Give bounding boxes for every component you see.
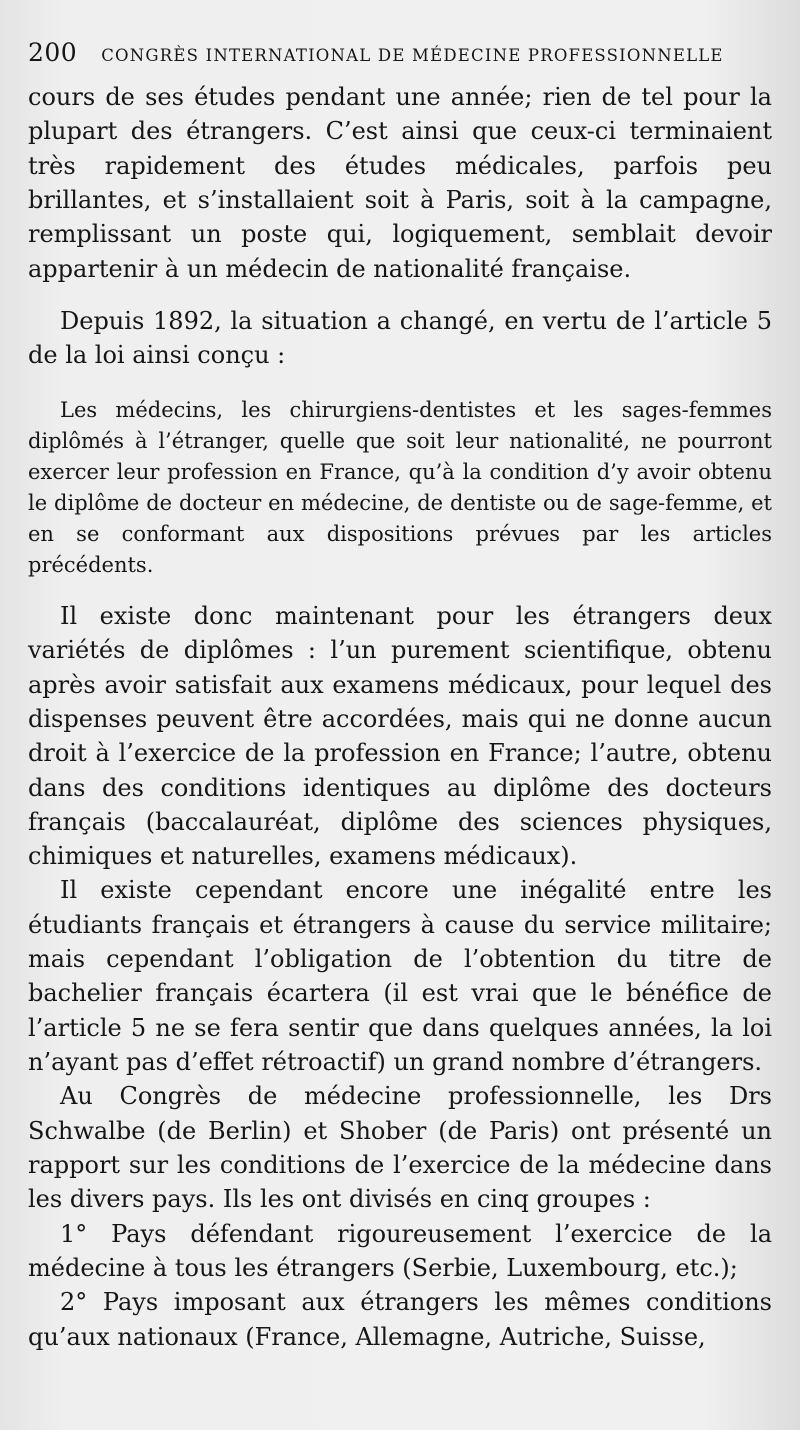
page-body bbox=[28, 80, 772, 1354]
running-title: CONGRÈS INTERNATIONAL DE MÉDECINE PROFESSIONNELLE bbox=[101, 46, 724, 65]
paragraph-law-intro: Depuis 1892, la situation a changé, en vertu de l’article 5 de la loi ainsi conçu : bbox=[28, 306, 772, 370]
paragraph-continuation: cours de ses études pendant une année; rien de tel pour la plupart des étrangers. C’est ainsi que ceux-ci terminaient très rapidement des études médicales, parfois peu brillantes, et s’installaient soit à Paris, soit à la campagne, remplissant un poste qui, logiquement, semblait devoir appartenir à un médecin de nationalité française. bbox=[28, 83, 772, 283]
law-quote: Les médecins, les chirurgiens-dentistes et les sages-femmes diplômés à l’étranger, quelle que soit leur nationalité, ne pourront exercer leur profession en France, qu’à la condition d’y avoir obtenu le diplôme de docteur en médecine, de dentiste ou de sage-femme, et en se conformant aux dispositions prévues par les articles précédents. bbox=[28, 397, 772, 577]
paragraph-congress-report: Au Congrès de médecine professionnelle, les Drs Schwalbe (de Berlin) et Shober (de Paris) ont présenté un rapport sur les conditions de l’exercice de la médecine dans les divers pays. Ils les ont divisés en cinq groupes : bbox=[28, 1082, 772, 1214]
paragraph-military-service: Il existe cependant encore une inégalité entre les étudiants français et étrangers à cause du service militaire; mais cependant l’obligation de l’obtention du titre de bachelier français écartera (il est vrai que le bénéfice de l’article 5 ne se fera sentir que dans quelques années, la loi n’ayant pas d’effet rétroactif) un grand nombre d’étrangers. bbox=[28, 876, 772, 1077]
paragraph-diplomas: Il existe donc maintenant pour les étrangers deux variétés de diplômes : l’un purement scientifique, obtenu après avoir satisfait aux examens médicaux, pour lequel des dispenses peuvent être accordées, mais qui ne donne aucun droit à l’exercice de la profession en France; l’autre, obtenu dans des conditions identiques au diplôme des docteurs français (baccalauréat, diplôme des sciences physiques, chimiques et naturelles, examens médicaux). bbox=[28, 601, 772, 871]
list-item-group-2: 2° Pays imposant aux étrangers les mêmes conditions qu’aux nationaux (France, Allemagne, Autriche, Suisse, bbox=[28, 1288, 772, 1351]
page-number: 200 bbox=[28, 38, 78, 67]
page-header bbox=[28, 38, 772, 80]
list-item-group-1: 1° Pays défendant rigoureusement l’exercice de la médecine à tous les étrangers (Serbie, Luxembourg, etc.); bbox=[28, 1219, 772, 1282]
